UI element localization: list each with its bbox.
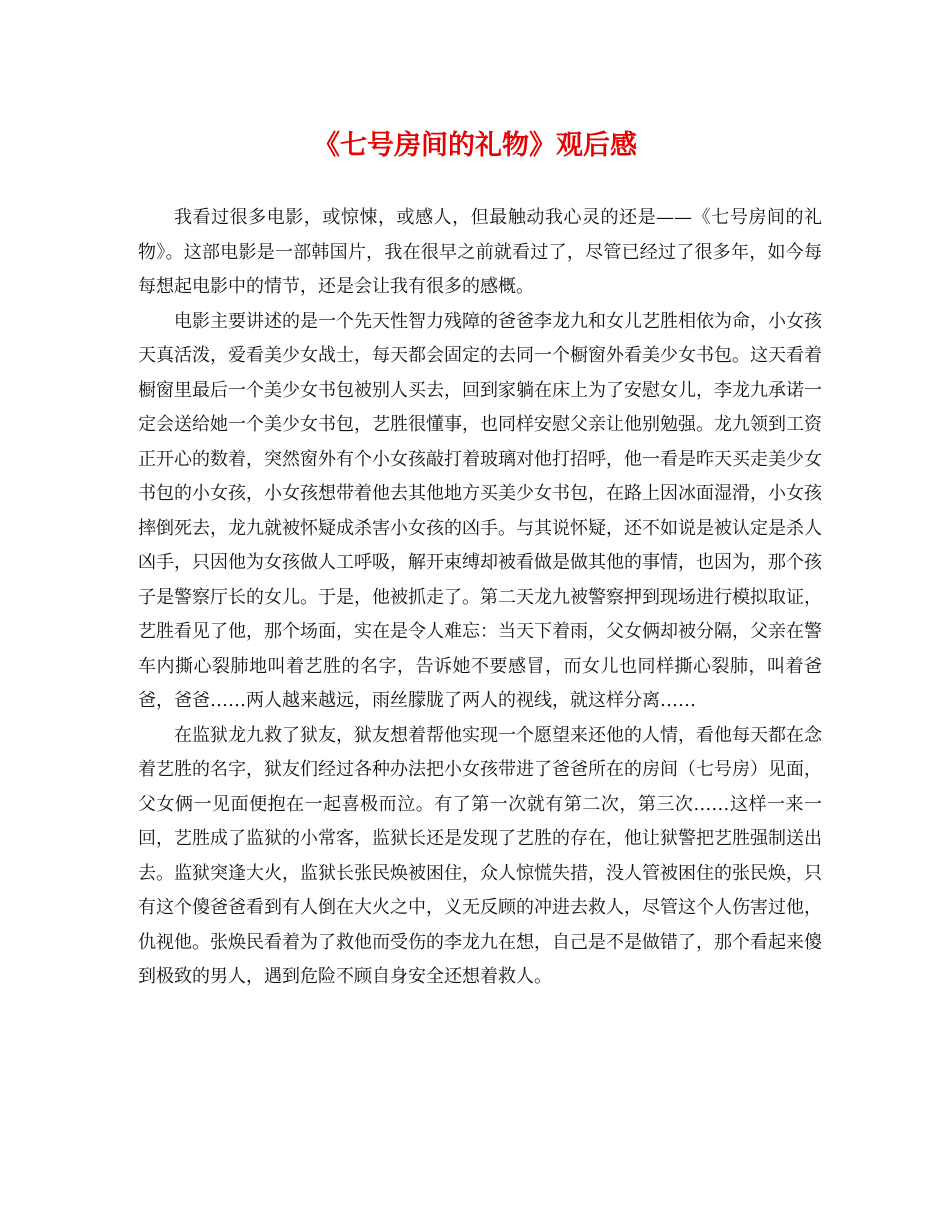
paragraph-2: 电影主要讲述的是一个先天性智力残障的爸爸李龙九和女儿艺胜相依为命，小女孩天真活泼，爱看美少女战士，每天都会固定的去同一个橱窗外看美少女书包。这天看着橱窗里最后一个美少女书包被别人买去，回到家躺在床上为了安慰女儿，李龙九承诺一定会送给她一个美少女书包，艺胜很懂事，也同样安慰父亲让他别勉强。龙九领到工资正开心的数着，突然窗外有个小女孩敲打着玻璃对他打招呼，他一看是昨天买走美少女书包的小女孩，小女孩想带着他去其他地方买美少女书包，在路上因冰面湿滑，小女孩摔倒死去，龙九就被怀疑成杀害小女孩的凶手。与其说怀疑，还不如说是被认定是杀人凶手，只因他为女孩做人工呼吸，解开束缚却被看做是做其他的事情，也因为，那个孩子是警察厅长的女儿。于是，他被抓走了。第二天龙九被警察押到现场进行模拟取证，艺胜看见了他，那个场面，实在是令人难忘：当天下着雨，父女俩却被分隔，父亲在警车内撕心裂肺地叫着艺胜的名字，告诉她不要感冒，而女儿也同样撕心裂肺，叫着爸爸，爸爸……两人越来越远，雨丝朦胧了两人的视线，就这样分离…… [138, 310, 822, 711]
paragraph-1: 我看过很多电影，或惊悚，或感人，但最触动我心灵的还是——《七号房间的礼物》。这部电影是一部韩国片，我在很早之前就看过了，尽管已经过了很多年，如今每每想起电影中的情节，还是会让我有很多的感概。 [138, 207, 822, 297]
paragraph-3: 在监狱龙九救了狱友，狱友想着帮他实现一个愿望来还他的人情，看他每天都在念着艺胜的名字，狱友们经过各种办法把小女孩带进了爸爸所在的房间（七号房）见面，父女俩一见面便抱在一起喜极而泣。有了第一次就有第二次，第三次……这样一来一回，艺胜成了监狱的小常客，监狱长还是发现了艺胜的存在，他让狱警把艺胜强制送出去。监狱突逢大火，监狱长张民焕被困住，众人惊慌失措，没人管被困住的张民焕，只有这个傻爸爸看到有人倒在大火之中，义无反顾的冲进去救人，尽管这个人伤害过他，仇视他。张焕民看着为了救他而受伤的李龙九在想，自己是不是做错了，那个看起来傻到极致的男人，遇到危险不顾自身安全还想着救人。 [138, 724, 822, 987]
document-body [138, 201, 822, 995]
document-title: 《七号房间的礼物》观后感 [313, 130, 637, 161]
